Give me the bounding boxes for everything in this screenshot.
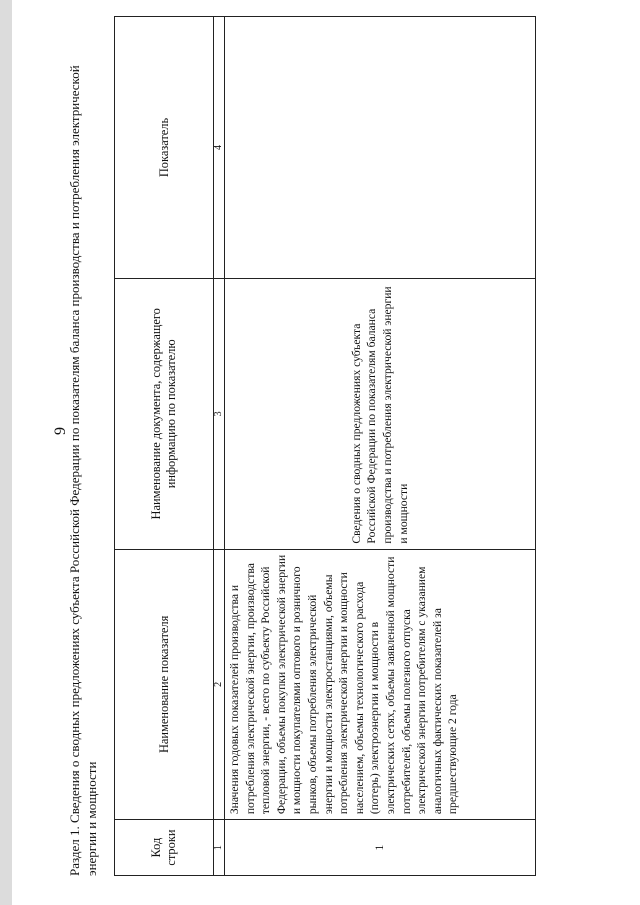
header-code: Код строки xyxy=(115,820,214,876)
section-title: Раздел 1. Сведения о сводных предложениях субъекта Российской Федерации по показателям баланса производства и потребления электрической энергии и мощности xyxy=(67,65,99,876)
header-indicator-value: Показатель xyxy=(115,17,214,279)
column-number: 4 xyxy=(214,17,225,279)
column-number: 2 xyxy=(214,549,225,820)
table-row xyxy=(225,17,536,876)
row-document-name: Сведения о сводных предложениях субъекта Российской Федерации по показателям баланса производства и потребления электрической энергии и мощности xyxy=(225,279,536,550)
row-indicator-name: Значения годовых показателей производства и потребления электрической энергии, производства тепловой энергии, - всего по субъекту Российской Федерации, объемы покупки электрической энергии и мощности покупателями оптового и розничного рынков, объемы потребления электрической энергии и мощности электростанциями, объемы потребления электрической энергии и мощности населением, объемы технологического расхода (потерь) электроэнергии и мощности в электрических сетях, объемы заявленной мощности потребителей, объемы полезного отпуска электрической энергии потребителям с указанием аналогичных фактических показателей за предшествующие 2 года xyxy=(225,549,536,820)
row-indicator-value xyxy=(225,17,536,279)
indicators-table xyxy=(114,16,536,876)
header-document-name: Наименование документа, содержащего информацию по показателю xyxy=(115,279,214,550)
rotated-content xyxy=(66,16,626,876)
scan-edge xyxy=(0,0,12,905)
column-number-row xyxy=(214,17,225,876)
header-indicator-name: Наименование показателя xyxy=(115,549,214,820)
page-number: 9 xyxy=(52,427,69,435)
row-code: 1 xyxy=(225,820,536,876)
column-number: 3 xyxy=(214,279,225,550)
column-number: 1 xyxy=(214,820,225,876)
table-header-row xyxy=(115,17,214,876)
